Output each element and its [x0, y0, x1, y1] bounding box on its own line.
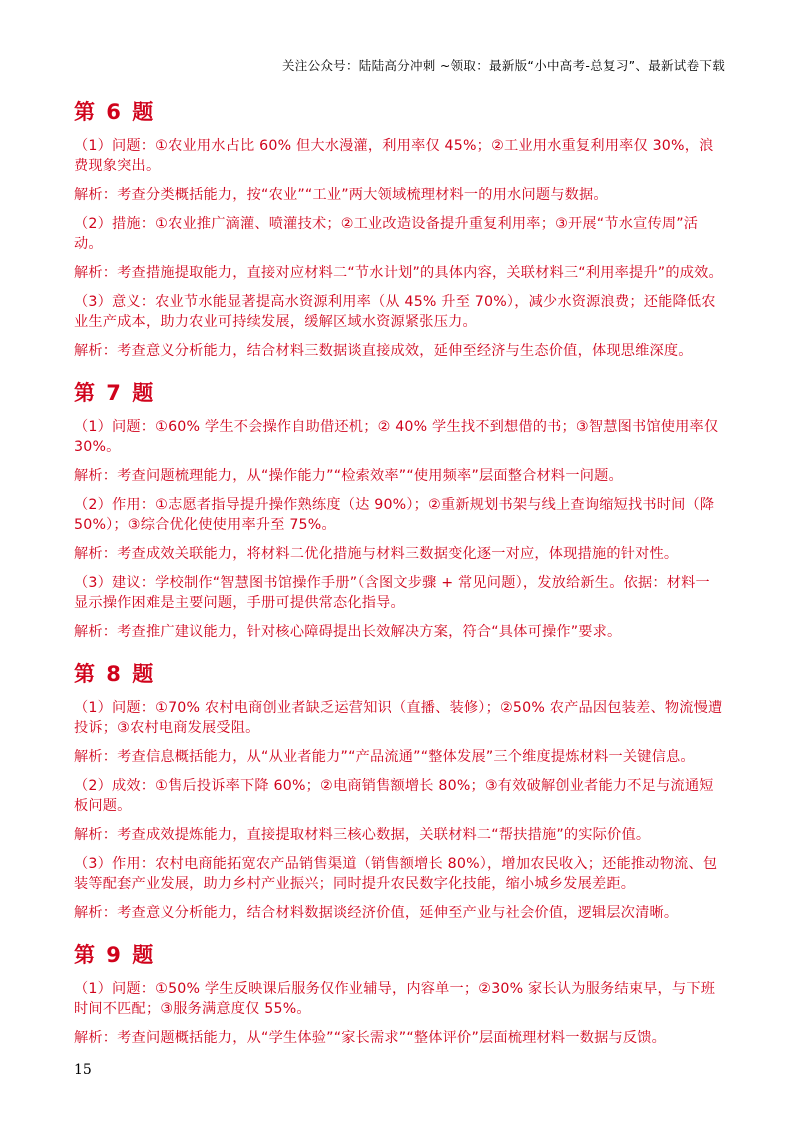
- q8-analysis-3: 解析：考查意义分析能力，结合材料数据谈经济价值，延伸至产业与社会价值，逻辑层次清晰。: [74, 905, 679, 921]
- answer-content: [74, 96, 724, 1064]
- q7-analysis-2: 解析：考查成效关联能力，将材料二优化措施与材料三数据变化逐一对应，体现措施的针对性。: [74, 546, 679, 562]
- q7-answer-2: （2）作用：①志愿者指导提升操作熟练度（达 90%）；②重新规划书架与线上查询缩短找书时间（降 50%）；③综合优化使使用率升至 75%。: [74, 497, 715, 533]
- q8-answer-2: （2）成效：①售后投诉率下降 60%；②电商销售额增长 80%；③有效破解创业者能力不足与流通短板问题。: [74, 778, 714, 814]
- q9-answer-1: （1）问题：①50% 学生反映课后服务仅作业辅导，内容单一；②30% 家长认为服务结束早，与下班时间不匹配；③服务满意度仅 55%。: [74, 981, 716, 1017]
- q8-answer-1: （1）问题：①70% 农村电商创业者缺乏运营知识（直播、装修）；②50% 农产品因包装差、物流慢遭投诉；③农村电商发展受阻。: [74, 700, 723, 736]
- question-7-title: 第 7 题: [74, 381, 156, 405]
- q8-answer-3: （3）作用：农村电商能拓宽农产品销售渠道（销售额增长 80%），增加农民收入；还能推动物流、包装等配套产业发展，助力乡村产业振兴；同时提升农民数字化技能，缩小城乡发展差距。: [74, 856, 718, 892]
- q7-analysis-1: 解析：考查问题梳理能力，从“操作能力”“检索效率”“使用频率”层面整合材料一问题。: [74, 468, 623, 484]
- q9-analysis-1: 解析：考查问题概括能力，从“学生体验”“家长需求”“整体评价”层面梳理材料一数据与反馈。: [74, 1030, 667, 1046]
- q7-answer-3: （3）建议：学校制作“智慧图书馆操作手册”（含图文步骤 + 常见问题），发放给新生。依据：材料一显示操作困难是主要问题，手册可提供常态化指导。: [74, 575, 710, 611]
- q6-answer-3: （3）意义：农业节水能显著提高水资源利用率（从 45% 升至 70%），减少水资源浪费；还能降低农业生产成本，助力农业可持续发展，缓解区域水资源紧张压力。: [74, 294, 716, 330]
- question-6-title: 第 6 题: [74, 100, 156, 124]
- q6-analysis-3: 解析：考查意义分析能力，结合材料三数据谈直接成效，延伸至经济与生态价值，体现思维深度。: [74, 343, 693, 359]
- page-header: 关注公众号：陆陆高分冲刺 ~领取：最新版“小中高考-总复习”、最新试卷下载: [281, 58, 725, 73]
- q7-analysis-3: 解析：考查推广建议能力，针对核心障碍提出长效解决方案，符合“具体可操作”要求。: [74, 624, 622, 640]
- question-9-section: [74, 939, 724, 1048]
- page-number: 15: [74, 1062, 92, 1078]
- q7-answer-1: （1）问题：①60% 学生不会操作自助借还机；② 40% 学生找不到想借的书；③智慧图书馆使用率仅 30%。: [74, 419, 719, 455]
- question-8-title: 第 8 题: [74, 662, 156, 686]
- q6-analysis-2: 解析：考查措施提取能力，直接对应材料二“节水计划”的具体内容，关联材料三“利用率提升”的成效。: [74, 265, 723, 281]
- q6-answer-2: （2）措施：①农业推广滴灌、喷灌技术；②工业改造设备提升重复利用率；③开展“节水宣传周”活动。: [74, 216, 699, 252]
- q6-answer-1: （1）问题：①农业用水占比 60% 但大水漫灌，利用率仅 45%；②工业用水重复利用率仅 30%，浪费现象突出。: [74, 138, 714, 174]
- q6-analysis-1: 解析：考查分类概括能力，按“农业”“工业”两大领域梳理材料一的用水问题与数据。: [74, 187, 608, 203]
- q8-analysis-2: 解析：考查成效提炼能力，直接提取材料三核心数据，关联材料二“帮扶措施”的实际价值。: [74, 827, 651, 843]
- question-9-title: 第 9 题: [74, 943, 156, 967]
- question-8-section: [74, 658, 724, 923]
- question-7-section: [74, 377, 724, 642]
- q8-analysis-1: 解析：考查信息概括能力，从“从业者能力”“产品流通”“整体发展”三个维度提炼材料一关键信息。: [74, 749, 695, 765]
- question-6-section: [74, 96, 724, 361]
